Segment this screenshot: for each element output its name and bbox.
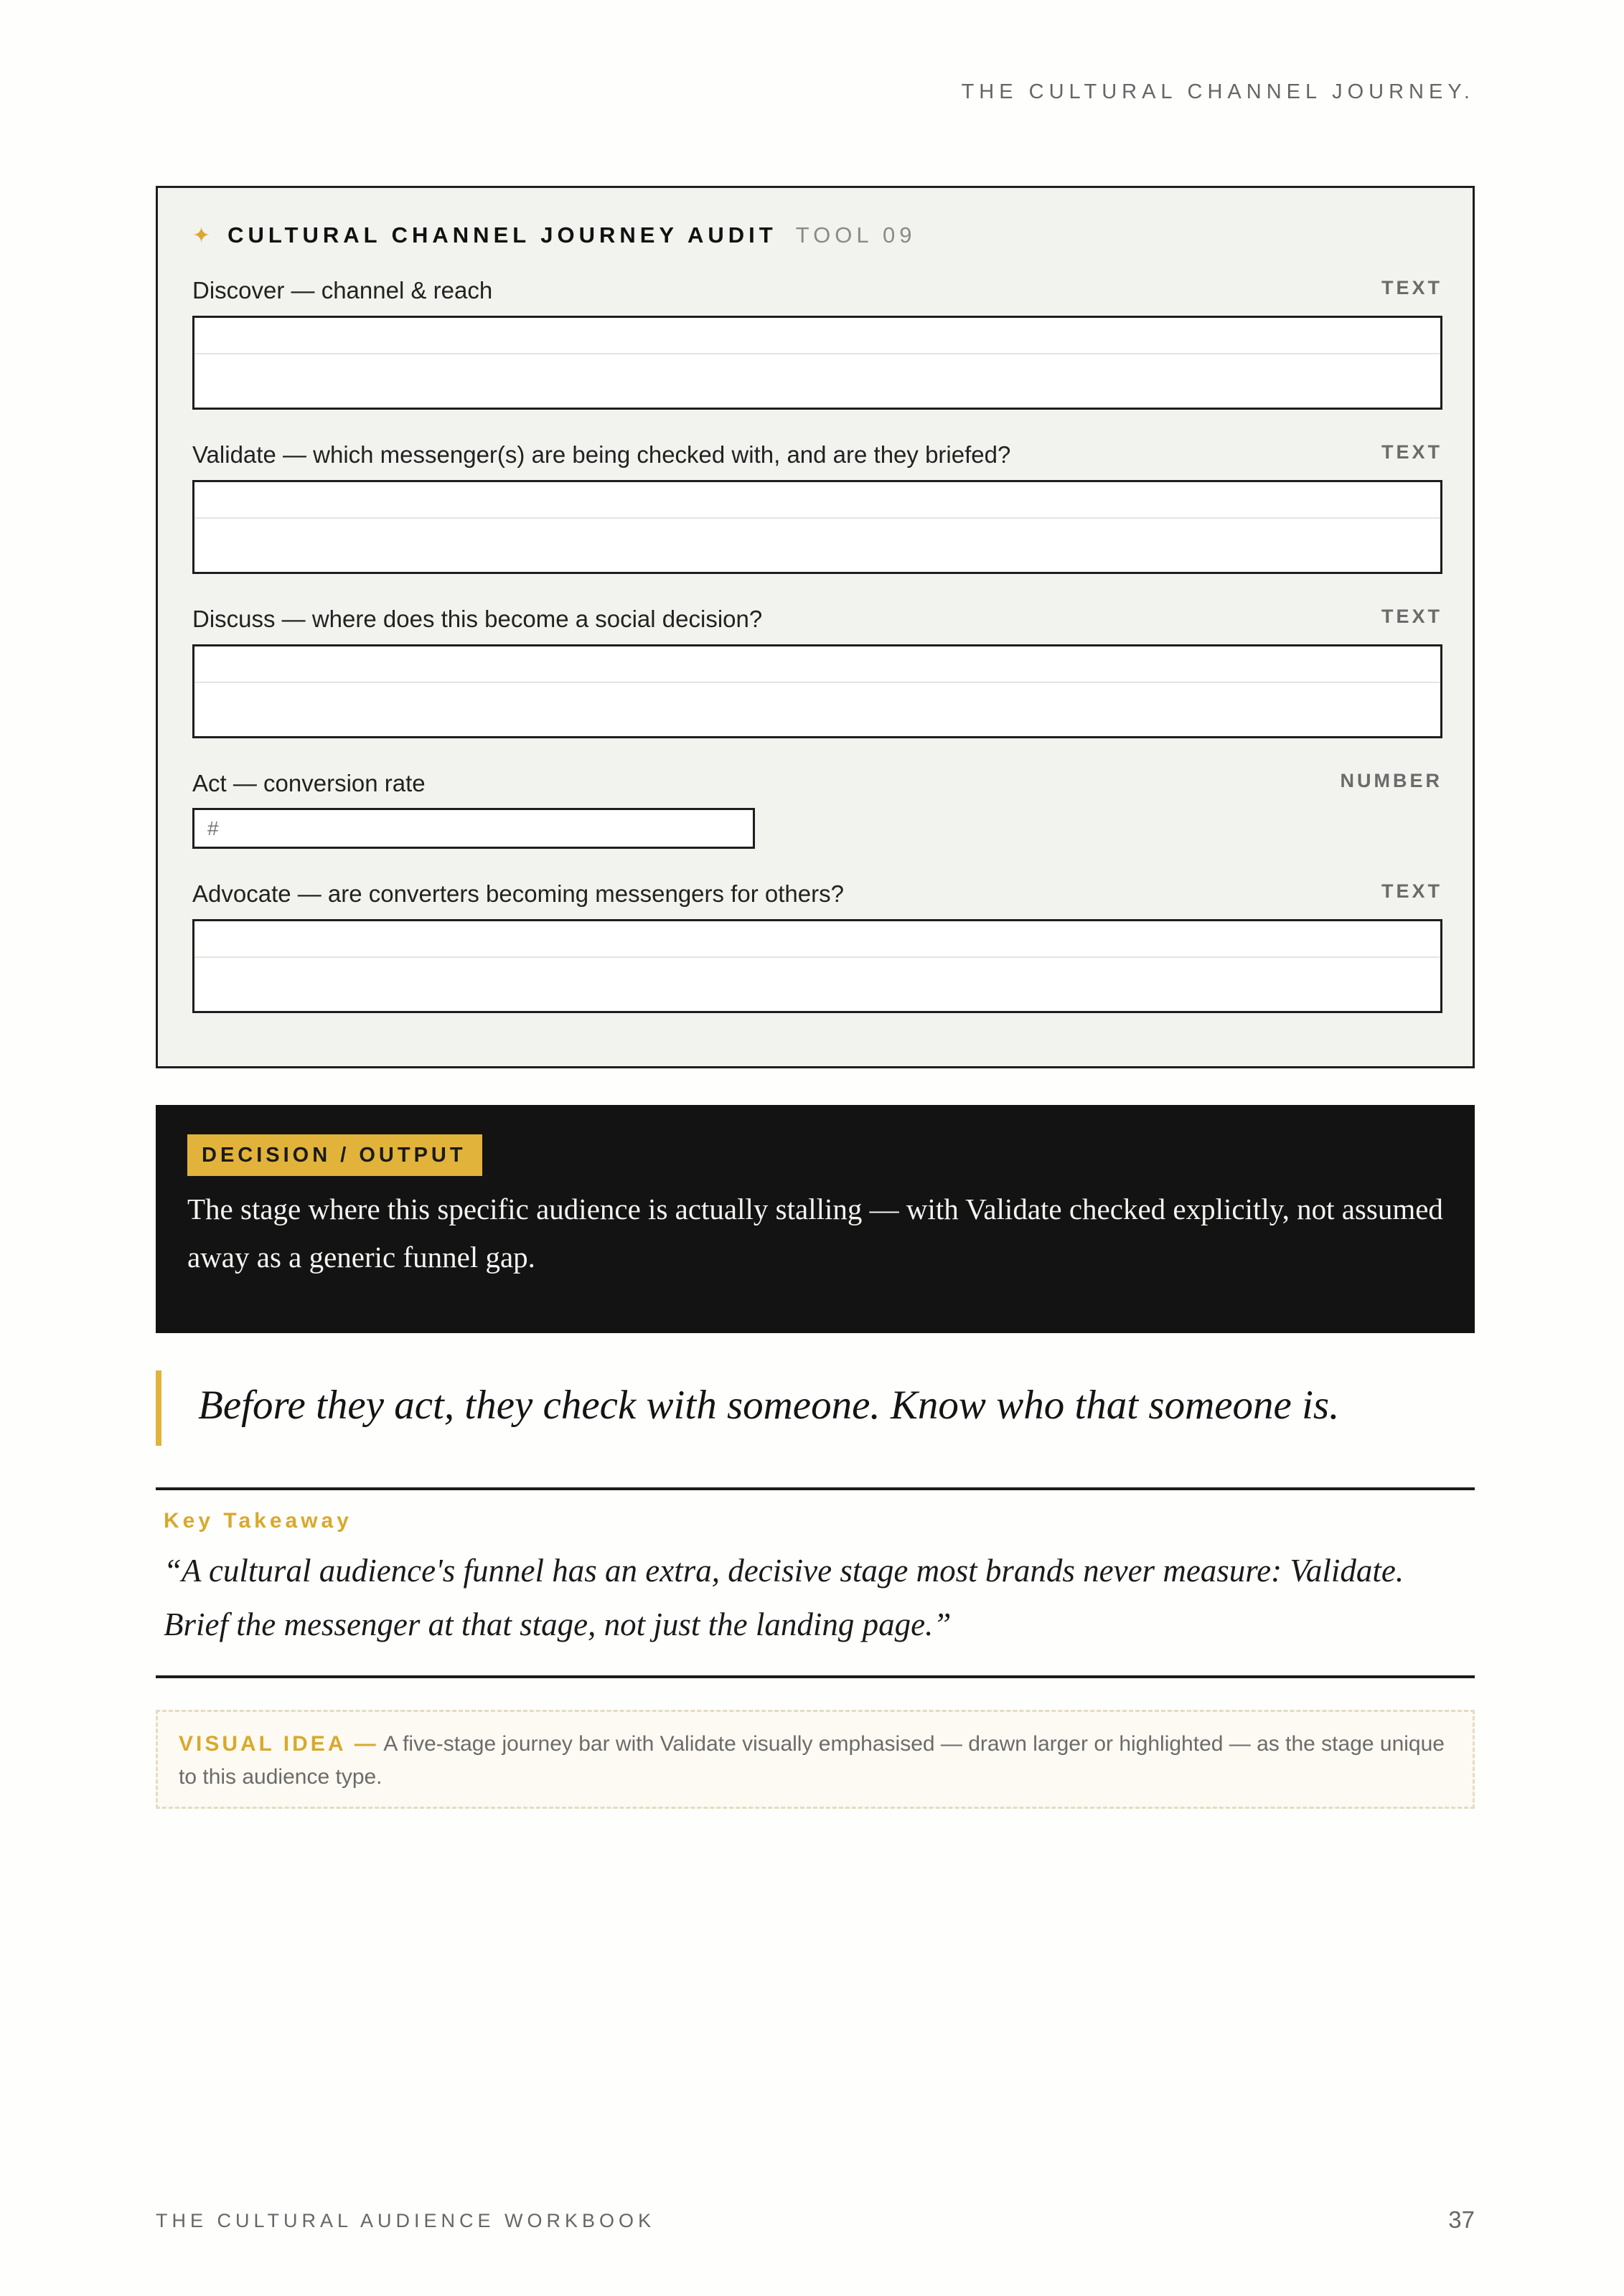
field-type-badge: TEXT: [1381, 277, 1442, 298]
decision-text: The stage where this specific audience is actually stalling — with Validate checked explicitly, not assumed away as a generic funnel gap.: [187, 1192, 1443, 1274]
field-label: Discuss — where does this become a social decision?: [192, 606, 763, 632]
field-label: Advocate — are converters becoming messengers for others?: [192, 880, 844, 907]
takeaway-label: Key Takeaway: [164, 1509, 352, 1533]
pull-quote-text: Before they act, they check with someone. Know who that someone is.: [198, 1383, 1340, 1428]
field-type-badge: NUMBER: [1340, 770, 1442, 791]
field-label: Discover — channel & reach: [192, 277, 493, 304]
decision-output-panel: [156, 1105, 1475, 1333]
running-header: THE CULTURAL CHANNEL JOURNEY.: [961, 80, 1475, 103]
field-label: Act — conversion rate: [192, 770, 426, 796]
field-label: Validate — which messenger(s) are being checked with, and are they briefed?: [192, 441, 1011, 468]
conversion-rate-number-input[interactable]: #: [192, 808, 755, 849]
field-type-badge: TEXT: [1381, 441, 1442, 463]
input-rule: [194, 956, 1440, 958]
tool-card: [156, 186, 1475, 1068]
takeaway-top-rule: [156, 1487, 1475, 1490]
footer-book-title: THE CULTURAL AUDIENCE WORKBOOK: [156, 2210, 656, 2231]
star-icon: ✦: [192, 224, 211, 248]
input-rule: [194, 517, 1440, 519]
validate-text-input[interactable]: [192, 480, 1442, 574]
tool-heading: [192, 222, 916, 248]
pull-quote-bar: [156, 1370, 161, 1446]
pull-quote: [156, 1370, 1475, 1446]
discuss-text-input[interactable]: [192, 644, 1442, 738]
field-type-badge: TEXT: [1381, 606, 1442, 627]
takeaway-text: “A cultural audience's funnel has an extra, decisive stage most brands never measure: Validate. Brief the messenger at that stage, not just the landing page.”: [164, 1553, 1404, 1642]
field-type-badge: TEXT: [1381, 880, 1442, 902]
discover-text-input[interactable]: [192, 316, 1442, 410]
tool-number: TOOL 09: [795, 222, 916, 248]
advocate-text-input[interactable]: [192, 919, 1442, 1013]
input-rule: [194, 682, 1440, 683]
visual-idea-note: [156, 1710, 1475, 1809]
visual-idea-label: VISUAL IDEA —: [179, 1732, 379, 1756]
page-number: 37: [1448, 2206, 1475, 2233]
input-rule: [194, 353, 1440, 354]
takeaway-bottom-rule: [156, 1675, 1475, 1678]
decision-tag: DECISION / OUTPUT: [187, 1134, 482, 1176]
tool-title: CULTURAL CHANNEL JOURNEY AUDIT: [227, 222, 777, 248]
visual-idea-text: A five-stage journey bar with Validate visually emphasised — drawn larger or highlighted — as the stage unique to this audience type.: [179, 1732, 1445, 1789]
